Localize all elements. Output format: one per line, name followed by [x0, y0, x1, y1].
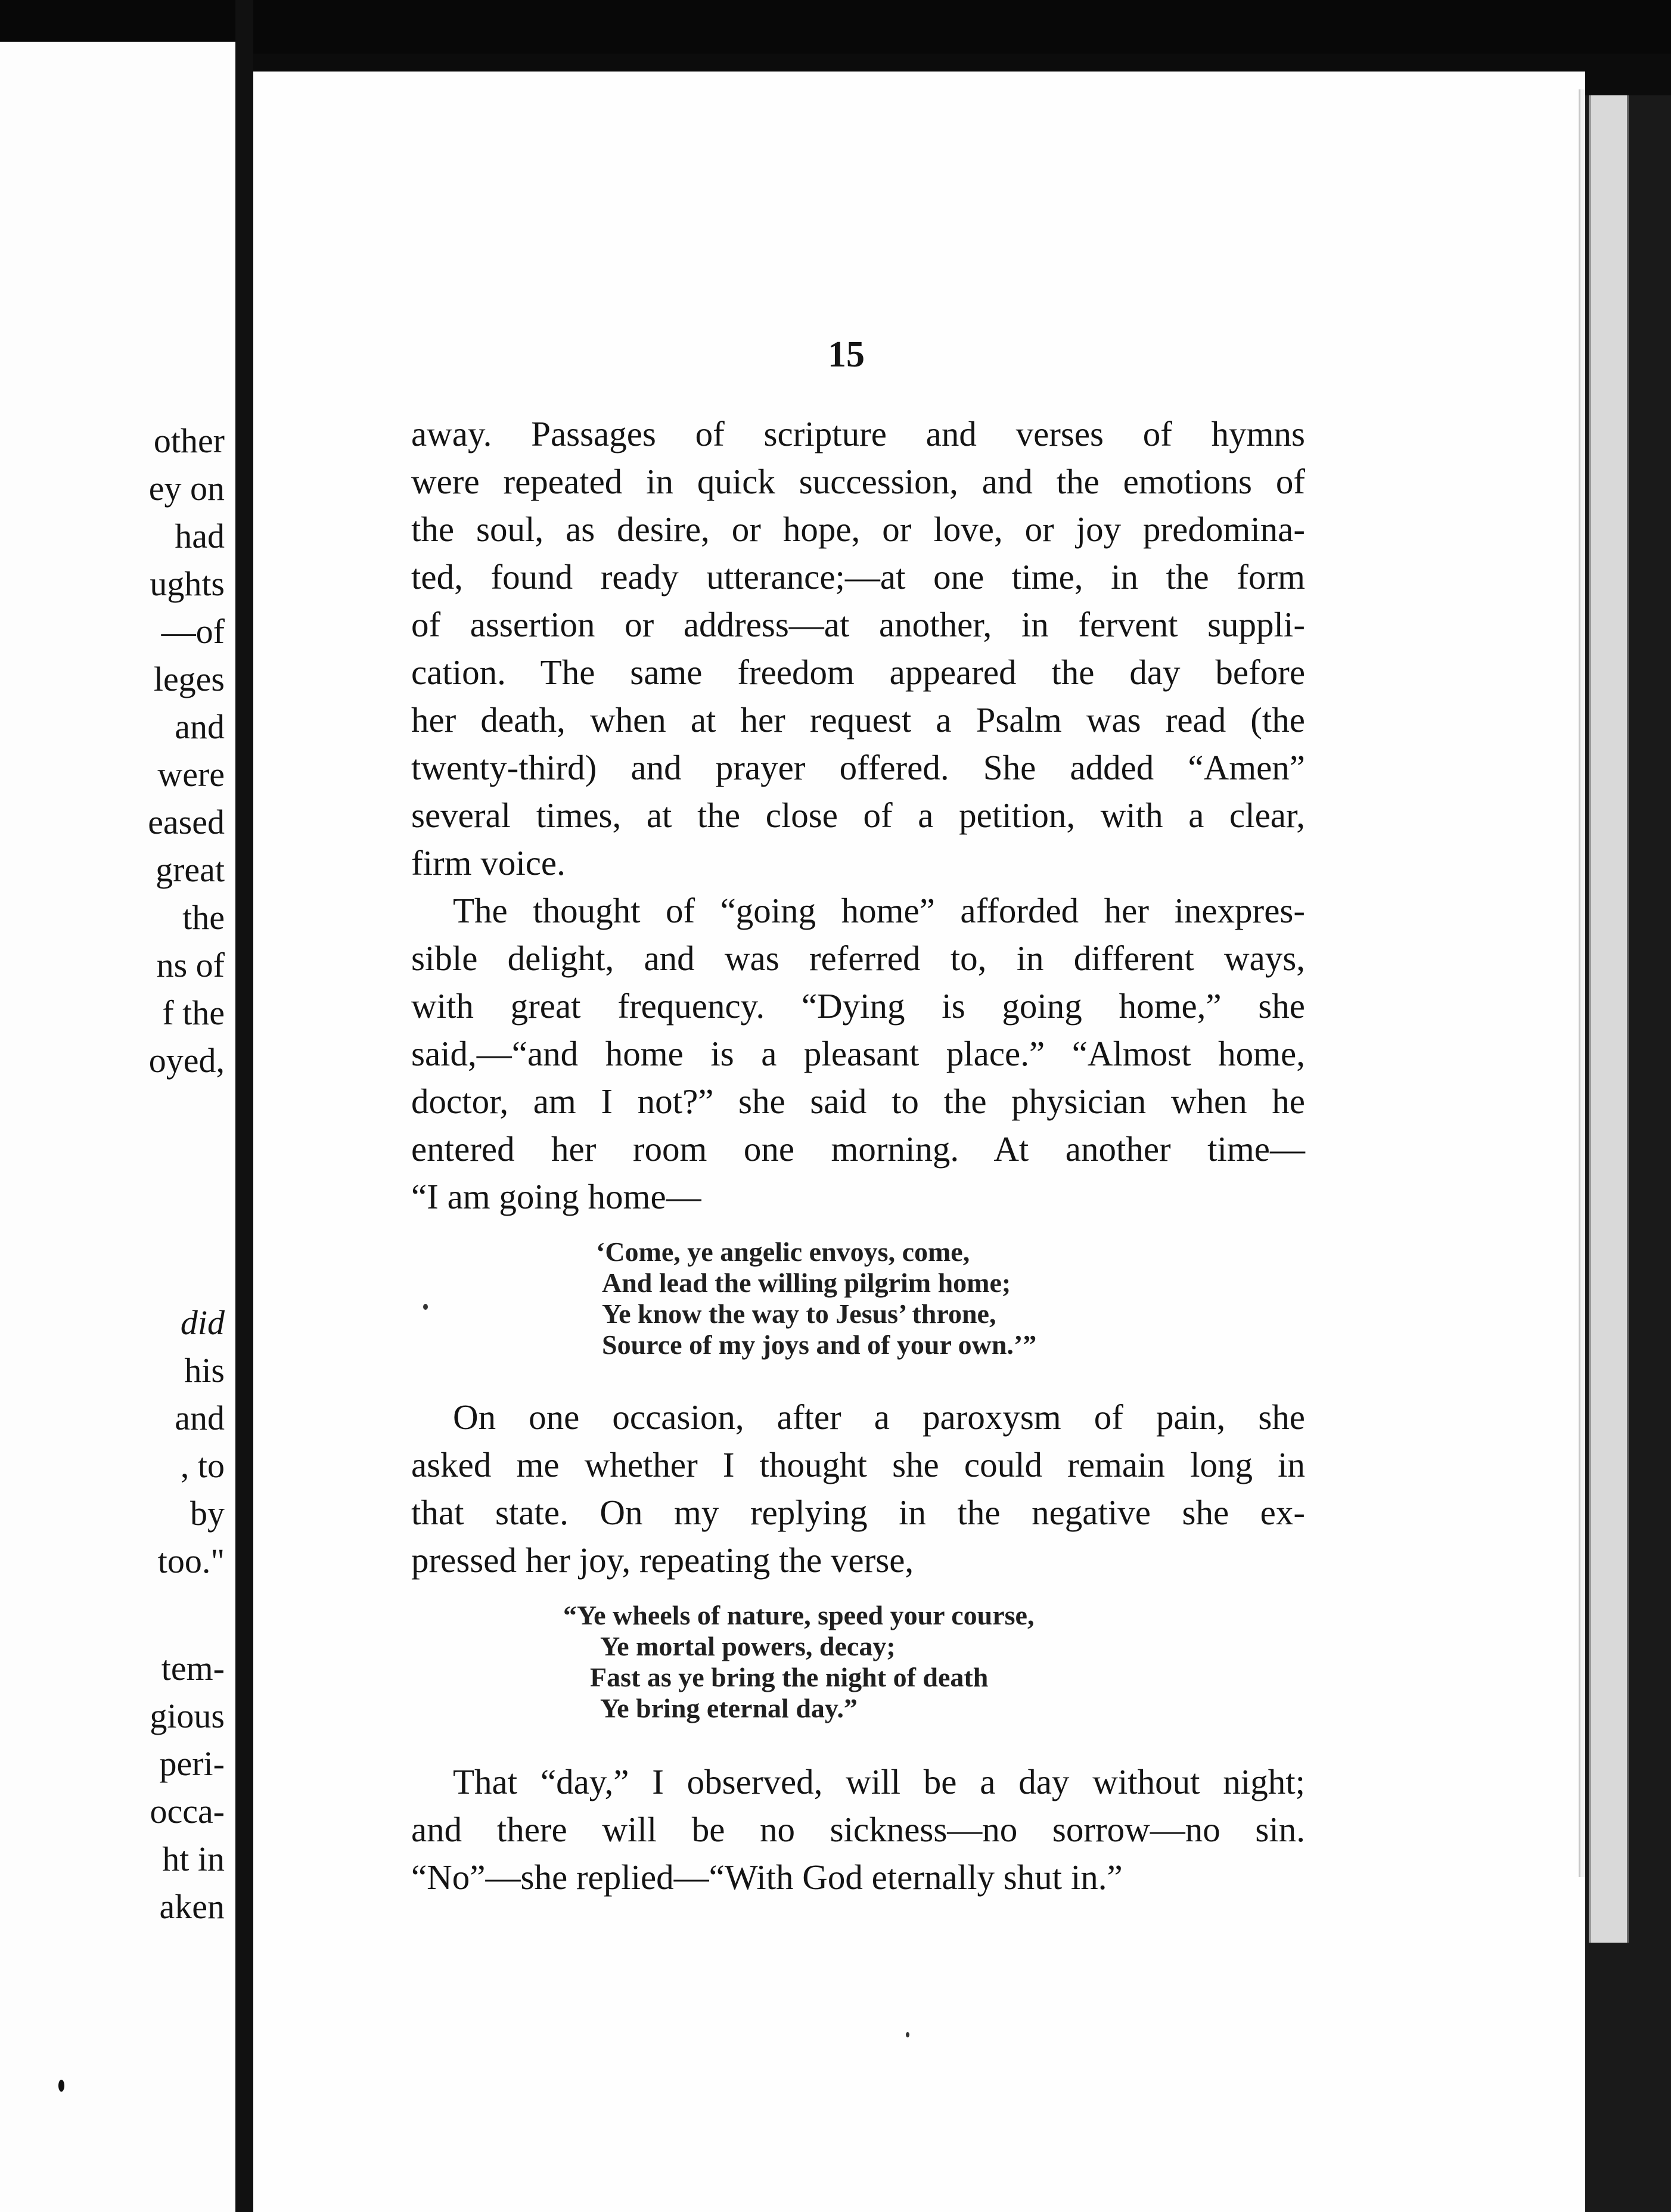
book-gutter	[235, 0, 253, 2212]
text-line: asked me whether I thought she could remain long in	[411, 1445, 1305, 1484]
left-line-fragment: and	[175, 1399, 225, 1437]
text-line: firm voice.	[411, 843, 566, 883]
text-line: “No”—she replied—“With God eternally shut in.”	[411, 1857, 1123, 1897]
left-line-fragment: great	[156, 850, 225, 889]
left-line-fragment: aken	[159, 1887, 225, 1926]
verse-line: Ye bring eternal day.”	[600, 1693, 858, 1723]
left-line-fragment: —of	[161, 612, 225, 651]
text-line: the soul, as desire, or hope, or love, or joy predomina-	[411, 509, 1305, 549]
left-line-fragment: and	[175, 707, 225, 746]
text-line: sible delight, and was referred to, in different ways,	[411, 939, 1305, 978]
left-line-fragment: his	[184, 1351, 225, 1390]
text-line: The thought of “going home” afforded her inexpres-	[453, 891, 1305, 930]
right-page	[253, 72, 1585, 2212]
text-line: and there will be no sickness—no sorrow—no sin.	[411, 1810, 1305, 1849]
ink-speck	[423, 1304, 428, 1310]
text-line: entered her room one morning. At another time—	[411, 1129, 1305, 1169]
left-line-fragment: gious	[150, 1697, 225, 1735]
verse-line: And lead the willing pilgrim home;	[602, 1267, 1011, 1298]
left-line-fragment: ey on	[148, 469, 225, 508]
verse-line: Ye know the way to Jesus’ throne,	[602, 1298, 996, 1329]
verse-line: Fast as ye bring the night of death	[590, 1662, 989, 1692]
text-line: her death, when at her request a Psalm was read (the	[411, 700, 1305, 740]
text-line: On one occasion, after a paroxysm of pain, she	[453, 1397, 1305, 1437]
left-line-fragment: tem-	[161, 1649, 225, 1688]
left-line-fragment: leges	[153, 660, 225, 698]
page-stack-edge	[1585, 95, 1671, 2212]
left-line-fragment: had	[175, 517, 225, 555]
stacked-page-edges	[1589, 95, 1629, 1943]
text-line: That “day,” I observed, will be a day without night;	[453, 1762, 1305, 1801]
left-line-fragment: oyed,	[148, 1041, 225, 1080]
ink-speck	[906, 2032, 909, 2037]
text-line: twenty-third) and prayer offered. She added “Amen”	[411, 748, 1305, 787]
left-line-fragment: occa-	[150, 1792, 225, 1831]
text-line: cation. The same freedom appeared the day before	[411, 653, 1305, 692]
left-line-fragment: peri-	[159, 1744, 225, 1783]
left-line-fragment: ht in	[162, 1840, 225, 1878]
ink-speck	[58, 2080, 64, 2092]
left-line-fragment: eased	[148, 803, 225, 841]
verse-line: Source of my joys and of your own.’”	[602, 1329, 1037, 1360]
text-line: of assertion or address—at another, in fervent suppli-	[411, 605, 1305, 644]
left-line-fragment: ns of	[156, 946, 225, 984]
page-number: 15	[828, 334, 865, 375]
left-line-fragment: did	[180, 1303, 225, 1342]
left-line-fragment: , to	[180, 1446, 225, 1485]
text-line: ted, found ready utterance;—at one time, in the form	[411, 557, 1305, 597]
left-line-fragment: by	[190, 1494, 225, 1533]
left-line-fragment: were	[157, 755, 225, 794]
verse-line: “Ye wheels of nature, speed your course,	[563, 1600, 1035, 1630]
text-line: were repeated in quick succession, and the emotions of	[411, 462, 1305, 501]
left-line-fragment: f the	[162, 993, 225, 1032]
text-line: that state. On my replying in the negative she ex-	[411, 1493, 1305, 1532]
text-line: “I am going home—	[411, 1177, 701, 1216]
text-line: said,—“and home is a pleasant place.” “Almost home,	[411, 1034, 1305, 1073]
left-page-fragment	[0, 42, 235, 2212]
left-line-fragment: other	[153, 421, 225, 460]
text-line: with great frequency. “Dying is going home,” she	[411, 986, 1305, 1026]
text-line: doctor, am I not?” she said to the physician when he	[411, 1082, 1305, 1121]
verse-line: ‘Come, ye angelic envoys, come,	[596, 1237, 970, 1267]
text-line: away. Passages of scripture and verses of hymns	[411, 414, 1305, 453]
left-line-fragment: too."	[157, 1542, 225, 1580]
left-line-fragment: ughts	[150, 564, 225, 603]
verse-line: Ye mortal powers, decay;	[600, 1631, 896, 1661]
left-line-fragment: the	[182, 898, 225, 937]
text-line: several times, at the close of a petition, with a clear,	[411, 796, 1305, 835]
page-edge	[1579, 89, 1585, 1877]
text-line: pressed her joy, repeating the verse,	[411, 1540, 914, 1580]
